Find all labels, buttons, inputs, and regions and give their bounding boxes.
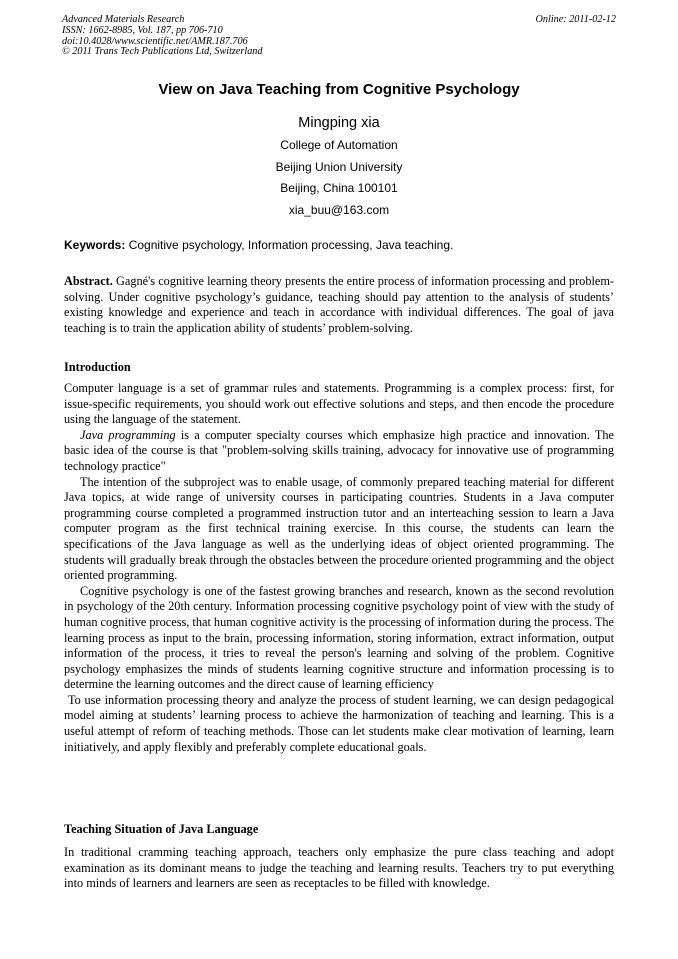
doi-line: doi:10.4028/www.scientific.net/AMR.187.706: [62, 35, 248, 47]
keywords: [64, 237, 620, 253]
author-name: Mingping xia: [298, 115, 380, 131]
paper-title: View on Java Teaching from Cognitive Psychology: [158, 81, 520, 98]
intro-paragraph-5: To use information processing theory and analyze the process of student learning, we can design pedagogical model aiming at students’ learning process to achieve the harmonization of teaching and learning. This is a useful attempt of reform of teaching methods. Those can let students make clear motivation of learning, learn initiatively, and apply flexibly and preferably complete educational goals.: [64, 692, 614, 754]
keywords-label: Keywords:: [64, 238, 126, 252]
abstract: [64, 274, 614, 336]
intro-paragraph-3: The intention of the subproject was to enable usage, of commonly prepared teaching material for different Java topics, at wide range of university courses in participating countries. Students in a Java computer programming course completed a programmed instruction tutor and an interteaching session to learn a Java computer program as the first technical training exercise. In this course, the students can learn the specifications of the Java language as well as the underlying ideas of object oriented programming. The students will gradually break through the obstacles between the procedure oriented programming and the object oriented programming.: [64, 474, 614, 583]
introduction-body: [64, 381, 614, 755]
abstract-text: Gagné's cognitive learning theory presents the entire process of information processing and problem-solving. Under cognitive psychology’s guidance, teaching should pay attention to the analysis of students’ existing knowledge and experience and teach in accordance with individual differences. The goal of java teaching is to train the application ability of students’ problem-solving.: [64, 274, 615, 335]
intro-paragraph-1: Computer language is a set of grammar rules and statements. Programming is a complex process: first, for issue-specific requirements, you should work out effective solutions and steps, and then encode the procedure using the language of the statement.: [64, 381, 614, 427]
issn-line: ISSN: 1662-8985, Vol. 187, pp 706-710: [62, 24, 223, 36]
abstract-label: Abstract.: [64, 274, 113, 288]
keywords-text: Cognitive psychology, Information processing, Java teaching.: [128, 238, 454, 252]
journal-name: Advanced Materials Research: [62, 14, 185, 25]
journal-header: [62, 15, 616, 58]
author-college: College of Automation: [280, 138, 398, 152]
author-email: xia_buu@163.com: [288, 203, 390, 217]
teaching-situation-body: [64, 845, 614, 892]
teaching-situation-heading: Teaching Situation of Java Language: [64, 822, 259, 836]
author-address: Beijing, China 100101: [280, 181, 398, 195]
intro-paragraph-2: [64, 428, 614, 475]
intro-paragraph-4: Cognitive psychology is one of the fastest growing branches and research, known as the second revolution in psychology of the 20th century. Information processing cognitive psychology point of view with the study of human cognitive process, that human cognitive activity is the processing of information during the process. The learning process as input to the brain, processing information, storing information, extract information, output information of the process, it tries to reveal the person's learning and solving of the problem. Cognitive psychology emphasizes the minds of students learning cognitive structure and information processing is to determine the learning outcomes and the direct cause of learning efficiency: [64, 583, 614, 692]
author-university: Beijing Union University: [275, 160, 403, 174]
online-date: Online: 2011-02-12: [535, 14, 616, 25]
introduction-heading: Introduction: [64, 360, 131, 374]
teaching-paragraph-1: In traditional cramming teaching approach, teachers only emphasize the pure class teaching and adopt examination as its dominant means to judge the teaching and learning results. Teachers try to put everything into minds of learners and learners are seen as receptacles to be filled with knowledge.: [64, 845, 614, 891]
intro-paragraph-2-text: is a computer specialty courses which emphasize high practice and innovation. The basic idea of the course is that "problem-solving skills training, advocacy for innovative use of programming technology practice": [64, 427, 614, 473]
copyright-line: © 2011 Trans Tech Publications Ltd, Switzerland: [62, 46, 263, 58]
java-programming-emphasis: Java programming: [80, 427, 176, 442]
